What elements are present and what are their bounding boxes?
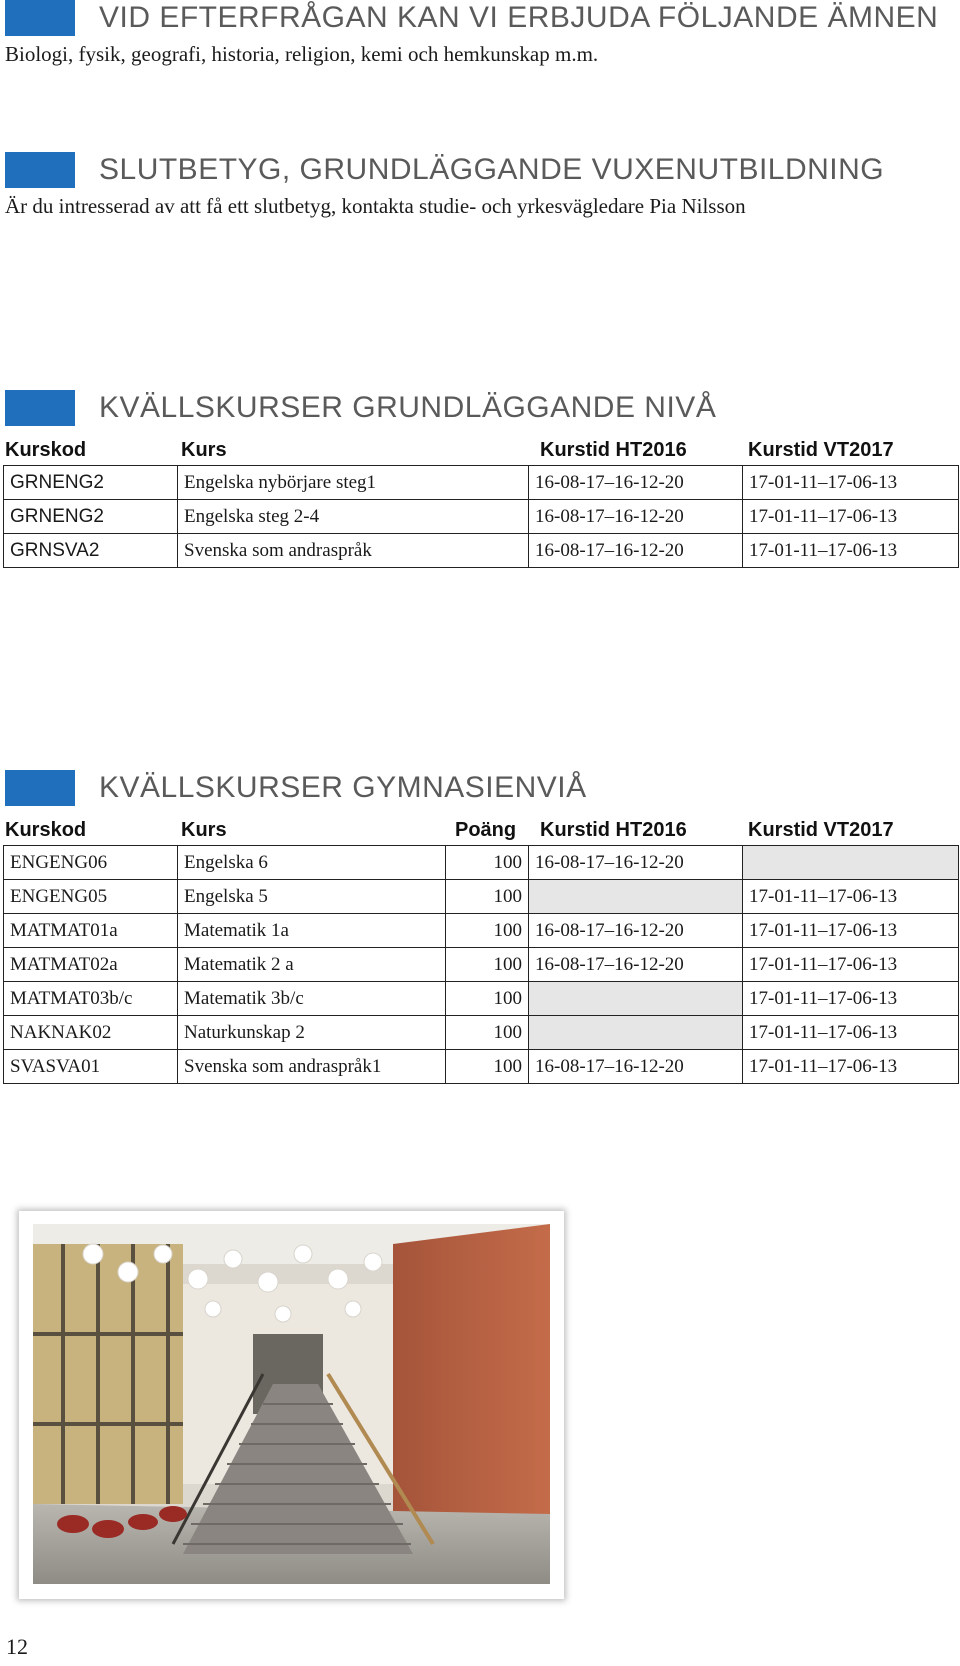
table-row	[4, 1050, 959, 1084]
table-row	[4, 948, 959, 982]
cell-ht: 16-08-17–16-12-20	[529, 466, 743, 500]
cell-code: MATMAT03b/c	[4, 982, 178, 1016]
table-row	[4, 534, 959, 568]
cell-code: GRNSVA2	[4, 534, 178, 568]
section-title: KVÄLLSKURSER GYMNASIENVIÅ	[99, 771, 587, 804]
section-text: Biologi, fysik, geografi, historia, religion, kemi och hemkunskap m.m.	[5, 42, 599, 66]
cell-ht: 16-08-17–16-12-20	[529, 846, 743, 880]
cell-vt	[743, 846, 959, 880]
cell-course: Engelska nybörjare steg1	[178, 466, 529, 500]
cell-vt: 17-01-11–17-06-13	[743, 534, 959, 568]
cell-points: 100	[446, 982, 529, 1016]
cell-points: 100	[446, 1016, 529, 1050]
cell-points: 100	[446, 948, 529, 982]
table-header	[3, 813, 958, 845]
col-header-code: Kurskod	[5, 439, 87, 461]
col-header-vt: Kurstid VT2017	[748, 819, 894, 841]
col-header-points: Poäng	[455, 819, 517, 841]
cell-ht: 16-08-17–16-12-20	[529, 948, 743, 982]
cell-ht	[529, 982, 743, 1016]
cell-vt: 17-01-11–17-06-13	[743, 948, 959, 982]
cell-course: Matematik 3b/c	[178, 982, 446, 1016]
cell-points: 100	[446, 880, 529, 914]
cell-ht: 16-08-17–16-12-20	[529, 500, 743, 534]
table-grid	[3, 845, 959, 1084]
section-heading-basic-evening	[5, 390, 716, 426]
cell-code: MATMAT01a	[4, 914, 178, 948]
table-row	[4, 466, 959, 500]
basic-courses-table	[3, 433, 958, 568]
section-text: Är du intresserad av att få ett slutbetyg, kontakta studie- och yrkesvägledare Pia Nilsson	[5, 194, 746, 218]
cell-points: 100	[446, 846, 529, 880]
section-accent-bar	[5, 0, 75, 36]
cell-code: GRNENG2	[4, 466, 178, 500]
staircase-photo	[33, 1224, 550, 1584]
cell-vt: 17-01-11–17-06-13	[743, 1016, 959, 1050]
photo-frame	[19, 1211, 564, 1599]
table-row	[4, 982, 959, 1016]
cell-code: GRNENG2	[4, 500, 178, 534]
upper-secondary-courses-table	[3, 813, 958, 1084]
cell-ht	[529, 1016, 743, 1050]
table-row	[4, 880, 959, 914]
col-header-ht: Kurstid HT2016	[540, 819, 687, 841]
section-title: VID EFTERFRÅGAN KAN VI ERBJUDA FÖLJANDE ÄMNEN	[99, 1, 939, 34]
cell-course: Engelska steg 2-4	[178, 500, 529, 534]
cell-course: Matematik 2 a	[178, 948, 446, 982]
cell-ht: 16-08-17–16-12-20	[529, 1050, 743, 1084]
cell-code: MATMAT02a	[4, 948, 178, 982]
cell-code: SVASVA01	[4, 1050, 178, 1084]
section-title: KVÄLLSKURSER GRUNDLÄGGANDE NIVÅ	[99, 391, 717, 424]
cell-course: Svenska som andraspråk1	[178, 1050, 446, 1084]
cell-vt: 17-01-11–17-06-13	[743, 1050, 959, 1084]
table-header	[3, 433, 958, 465]
cell-ht	[529, 880, 743, 914]
table-row	[4, 914, 959, 948]
section-heading-upper-secondary-evening	[5, 770, 587, 806]
table-row	[4, 500, 959, 534]
section-heading-final-grades	[5, 152, 884, 188]
section-accent-bar	[5, 770, 75, 806]
cell-code: ENGENG06	[4, 846, 178, 880]
cell-course: Matematik 1a	[178, 914, 446, 948]
cell-vt: 17-01-11–17-06-13	[743, 914, 959, 948]
cell-vt: 17-01-11–17-06-13	[743, 466, 959, 500]
col-header-ht: Kurstid HT2016	[540, 439, 687, 461]
table-row	[4, 1016, 959, 1050]
table-grid	[3, 465, 959, 568]
cell-code: NAKNAK02	[4, 1016, 178, 1050]
cell-vt: 17-01-11–17-06-13	[743, 982, 959, 1016]
section-accent-bar	[5, 152, 75, 188]
cell-ht: 16-08-17–16-12-20	[529, 914, 743, 948]
table-row	[4, 846, 959, 880]
page-number: 12	[6, 1634, 28, 1659]
section-title: SLUTBETYG, GRUNDLÄGGANDE VUXENUTBILDNING	[99, 153, 885, 186]
cell-points: 100	[446, 914, 529, 948]
col-header-vt: Kurstid VT2017	[748, 439, 894, 461]
cell-points: 100	[446, 1050, 529, 1084]
section-accent-bar	[5, 390, 75, 426]
col-header-course: Kurs	[181, 439, 227, 461]
cell-vt: 17-01-11–17-06-13	[743, 500, 959, 534]
cell-ht: 16-08-17–16-12-20	[529, 534, 743, 568]
col-header-code: Kurskod	[5, 819, 87, 841]
cell-code: ENGENG05	[4, 880, 178, 914]
section-heading-subjects	[5, 0, 938, 36]
col-header-course: Kurs	[181, 819, 227, 841]
cell-course: Naturkunskap 2	[178, 1016, 446, 1050]
cell-course: Engelska 6	[178, 846, 446, 880]
cell-course: Engelska 5	[178, 880, 446, 914]
cell-vt: 17-01-11–17-06-13	[743, 880, 959, 914]
cell-course: Svenska som andraspråk	[178, 534, 529, 568]
